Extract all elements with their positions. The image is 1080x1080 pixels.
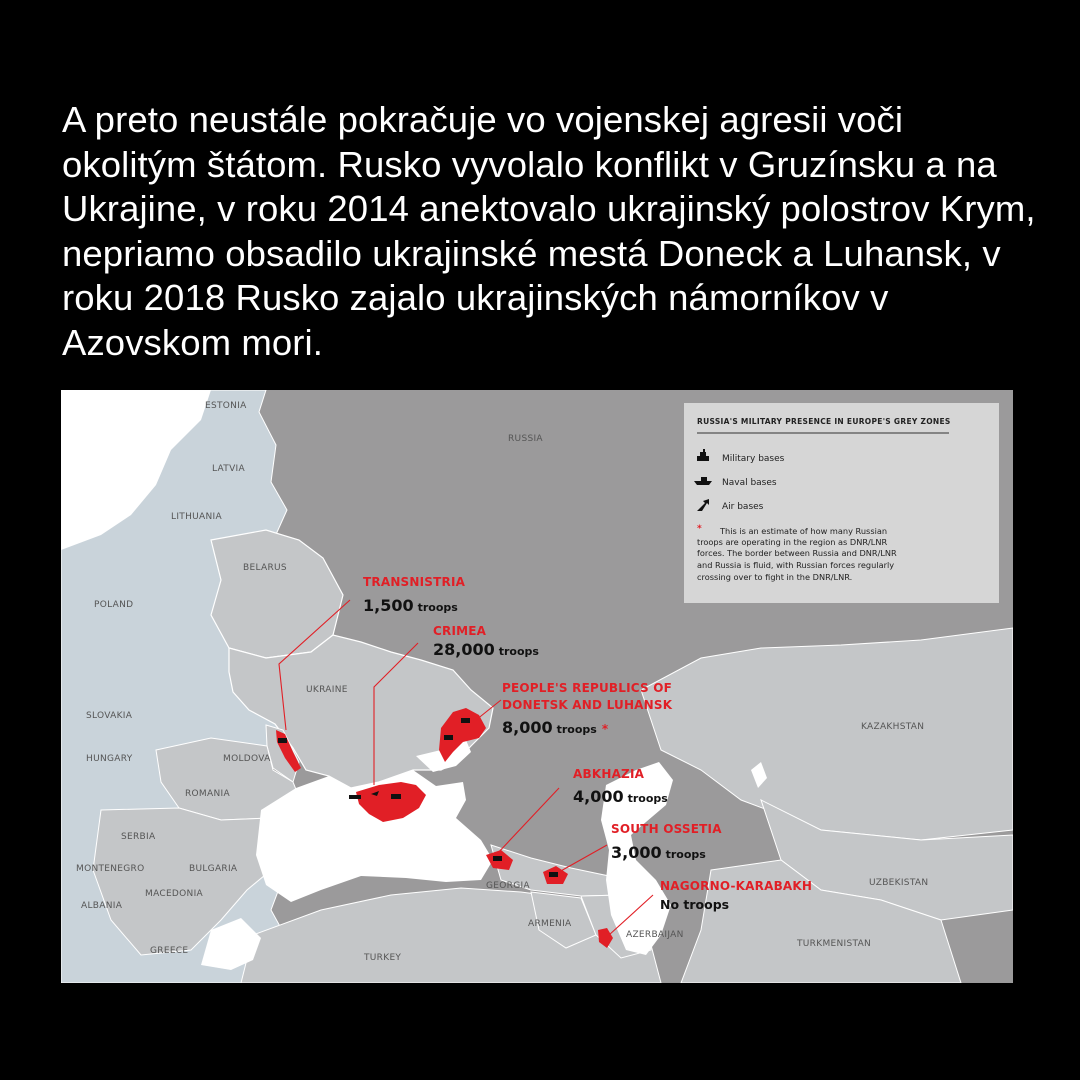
troops-unit: troops <box>417 601 458 614</box>
military-base-icon <box>549 872 558 877</box>
military-base-icon <box>444 735 453 740</box>
label-russia: RUSSIA <box>508 434 543 444</box>
troops-unit: troops <box>498 645 539 658</box>
legend-label: Air bases <box>722 502 764 512</box>
legend-label: Military bases <box>722 454 785 464</box>
label-latvia: LATVIA <box>212 464 245 474</box>
label-moldova: MOLDOVA <box>223 754 271 764</box>
label-bulgaria: BULGARIA <box>189 864 238 874</box>
label-poland: POLAND <box>94 600 134 610</box>
legend-box <box>684 403 999 603</box>
troops-number: 28,000 <box>433 640 495 659</box>
military-base-icon <box>461 718 470 723</box>
label-turkmenistan: TURKMENISTAN <box>797 939 872 949</box>
region-troops-nagorno-karabakh: No troops <box>660 897 730 912</box>
region-name-dnr-line2: DONETSK AND LUHANSK <box>502 698 673 712</box>
troops-unit: troops <box>556 723 597 736</box>
label-ukraine: UKRAINE <box>306 685 348 695</box>
region-name-abkhazia: ABKHAZIA <box>573 767 645 781</box>
grey-zones-map <box>61 390 1013 983</box>
troops-unit: troops <box>627 792 668 805</box>
military-base-icon <box>493 856 502 861</box>
troops-unit: troops <box>665 848 706 861</box>
military-base-icon <box>391 794 401 799</box>
label-estonia: ESTONIA <box>205 401 247 411</box>
label-slovakia: SLOVAKIA <box>86 711 133 721</box>
label-azerbaijan: AZERBAIJAN <box>626 930 684 940</box>
label-romania: ROMANIA <box>185 789 230 799</box>
region-name-dnr-line1: PEOPLE'S REPUBLICS OF <box>502 681 673 695</box>
label-uzbekistan: UZBEKISTAN <box>869 878 929 888</box>
label-georgia: GEORGIA <box>486 881 530 891</box>
label-belarus: BELARUS <box>243 563 287 573</box>
region-name-nagorno-karabakh: NAGORNO-KARABAKH <box>660 879 813 893</box>
label-turkey: TURKEY <box>364 953 402 963</box>
naval-base-icon <box>349 795 361 799</box>
map-svg <box>61 390 1013 983</box>
label-armenia: ARMENIA <box>528 919 572 929</box>
region-name-transnistria: TRANSNISTRIA <box>363 575 466 589</box>
label-albania: ALBANIA <box>81 901 123 911</box>
troops-number: 3,000 <box>611 843 662 862</box>
troops-number: 1,500 <box>363 596 414 615</box>
troops-number: 4,000 <box>573 787 624 806</box>
region-name-south-ossetia: SOUTH OSSETIA <box>611 822 722 836</box>
legend-note-line-5: crossing over to fight in the DNR/LNR. <box>697 572 853 582</box>
region-name-crimea: CRIMEA <box>433 624 487 638</box>
troops-number: 8,000 <box>502 718 553 737</box>
label-lithuania: LITHUANIA <box>171 512 222 522</box>
label-macedonia: MACEDONIA <box>145 889 203 899</box>
intro-paragraph: A preto neustále pokračuje vo vojenskej agresii voči okolitým štátom. Rusko vyvolalo konflikt v Gruzínsku a na Ukrajine, v roku 2014 anektovalo ukrajinský polostrov Krym, nepriamo obsadilo ukrajinské mestá Doneck a Luhansk, v roku 2018 Rusko zajalo ukrajinských námorníkov v Azovskom mori. <box>62 99 1036 363</box>
label-hungary: HUNGARY <box>86 754 133 764</box>
legend-label: Naval bases <box>722 478 777 488</box>
legend-note-line-1: This is an estimate of how many Russian <box>720 526 888 536</box>
legend-note-marker: * <box>697 524 702 534</box>
legend-note-line-4: and Russia is fluid, with Russian forces regularly <box>697 560 895 570</box>
legend-note-line-2: troops are operating in the region as DNR/LNR <box>697 537 888 547</box>
estimate-marker: * <box>601 722 609 736</box>
label-montenegro: MONTENEGRO <box>76 864 145 874</box>
label-greece: GREECE <box>150 946 189 956</box>
label-kazakhstan: KAZAKHSTAN <box>861 722 925 732</box>
legend-title: RUSSIA'S MILITARY PRESENCE IN EUROPE'S GREY ZONES <box>697 417 951 426</box>
military-base-icon <box>278 738 287 743</box>
legend-note-line-3: forces. The border between Russia and DNR/LNR <box>697 548 897 558</box>
label-serbia: SERBIA <box>121 832 156 842</box>
